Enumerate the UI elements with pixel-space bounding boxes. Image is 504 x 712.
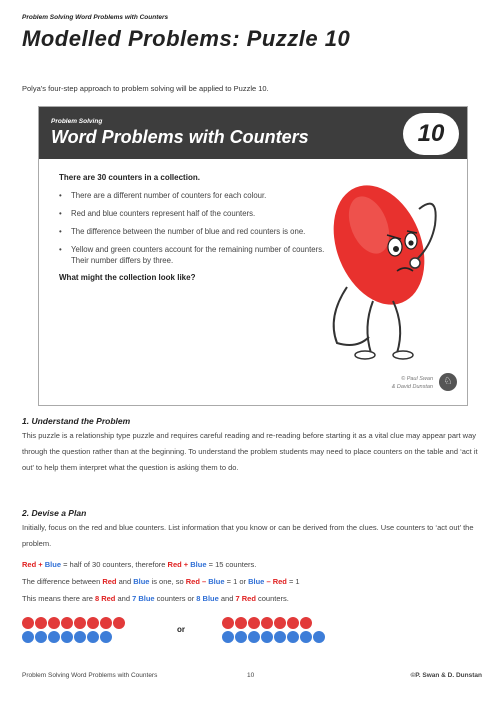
red-counter bbox=[274, 617, 286, 629]
text-fragment: = 15 counters. bbox=[206, 560, 257, 569]
red-counter-character-icon bbox=[307, 167, 457, 363]
minus-sign: – bbox=[264, 577, 273, 586]
blue-word: Blue bbox=[248, 577, 265, 586]
model-a-red-counters bbox=[22, 617, 125, 629]
page-kicker: Problem Solving Word Problems with Counters bbox=[22, 14, 169, 21]
blue-counter bbox=[74, 631, 86, 643]
blue-count: 8 Blue bbox=[196, 594, 219, 603]
blue-counter bbox=[35, 631, 47, 643]
blue-counter bbox=[261, 631, 273, 643]
clue-item: • Red and blue counters represent half of the counters. bbox=[59, 208, 329, 219]
red-word: Red bbox=[22, 560, 37, 569]
thinking-figure-logo-icon: ♘ bbox=[439, 373, 457, 391]
red-word: Red bbox=[272, 577, 287, 586]
equation-line bbox=[22, 594, 289, 603]
footer-page-number: 10 bbox=[247, 672, 255, 679]
clue-item: • The difference between the number of blue and red counters is one. bbox=[59, 226, 329, 237]
page-title: Modelled Problems: Puzzle 10 bbox=[22, 26, 351, 51]
red-counter bbox=[35, 617, 47, 629]
blue-word: Blue bbox=[190, 560, 207, 569]
red-word: Red bbox=[102, 577, 117, 586]
intro-text: Polya’s four-step approach to problem solving will be applied to Puzzle 10. bbox=[22, 84, 269, 93]
red-count: 7 Red bbox=[235, 594, 256, 603]
credit-line: © Paul Swan bbox=[401, 376, 433, 382]
blue-word: Blue bbox=[44, 560, 61, 569]
blue-counter bbox=[287, 631, 299, 643]
or-label: or bbox=[177, 625, 185, 634]
blue-counter bbox=[235, 631, 247, 643]
red-counter bbox=[287, 617, 299, 629]
red-counter bbox=[222, 617, 234, 629]
red-counter bbox=[61, 617, 73, 629]
blue-counter bbox=[274, 631, 286, 643]
blue-counter bbox=[300, 631, 312, 643]
red-counter bbox=[235, 617, 247, 629]
red-counter bbox=[74, 617, 86, 629]
minus-sign: – bbox=[199, 577, 209, 586]
card-body bbox=[59, 173, 329, 282]
model-a-blue-counters bbox=[22, 631, 112, 643]
card-lead: There are 30 counters in a collection. bbox=[59, 173, 200, 182]
card-header bbox=[39, 107, 467, 159]
blue-counter bbox=[22, 631, 34, 643]
blue-counter bbox=[48, 631, 60, 643]
clue-list bbox=[59, 190, 329, 266]
copyright-credit bbox=[392, 375, 433, 391]
red-counter bbox=[300, 617, 312, 629]
blue-counter bbox=[248, 631, 260, 643]
red-word: Red bbox=[167, 560, 182, 569]
blue-word: Blue bbox=[208, 577, 225, 586]
puzzle-number-badge: 10 bbox=[403, 113, 459, 155]
red-counter bbox=[261, 617, 273, 629]
blue-counter bbox=[313, 631, 325, 643]
text-fragment: = 1 or bbox=[224, 577, 249, 586]
plus-sign: + bbox=[181, 560, 191, 569]
clue-item: • Yellow and green counters account for the remaining number of counters. Their number differs by three. bbox=[59, 244, 329, 266]
puzzle-card bbox=[38, 106, 468, 406]
equation-line bbox=[22, 577, 300, 586]
blue-counter bbox=[100, 631, 112, 643]
credit-line: & David Dunstan bbox=[391, 384, 433, 390]
clue-item: • There are a different number of counters for each colour. bbox=[59, 190, 329, 201]
model-b-red-counters bbox=[222, 617, 312, 629]
red-counter bbox=[113, 617, 125, 629]
red-word: Red bbox=[185, 577, 200, 586]
blue-counter bbox=[61, 631, 73, 643]
section-heading: 1. Understand the Problem bbox=[22, 416, 131, 426]
blue-counter bbox=[222, 631, 234, 643]
card-question: What might the collection look like? bbox=[59, 273, 196, 282]
section-heading: 2. Devise a Plan bbox=[22, 508, 87, 518]
paragraph: Initially, focus on the red and blue counters. List information that you know or can be derived from the clues. Use counters to ‘act out’ the problem. bbox=[22, 523, 474, 548]
blue-word: Blue bbox=[133, 577, 150, 586]
blue-count: 7 Blue bbox=[132, 594, 155, 603]
text-fragment: counters. bbox=[255, 594, 289, 603]
text-fragment: is one, so bbox=[149, 577, 186, 586]
plus-sign: + bbox=[36, 560, 45, 569]
text-fragment: counters or bbox=[154, 594, 197, 603]
red-counter bbox=[48, 617, 60, 629]
red-counter bbox=[100, 617, 112, 629]
blue-counter bbox=[87, 631, 99, 643]
text-fragment: = 1 bbox=[286, 577, 300, 586]
red-counter bbox=[248, 617, 260, 629]
paragraph: This puzzle is a relationship type puzzle and requires careful reading and re-reading before starting it as a vital clue may appear part way through the question rather than at the beginning. To understand the problem students may need to place counters on the table and ‘act it out’ to help them interpret what the question is asking them to do. bbox=[22, 431, 478, 472]
text-fragment: and bbox=[218, 594, 236, 603]
card-title: Word Problems with Counters bbox=[51, 127, 309, 147]
text-fragment: and bbox=[116, 577, 134, 586]
equation-line bbox=[22, 560, 256, 569]
text-fragment: The difference between bbox=[22, 577, 103, 586]
text-fragment: This means there are bbox=[22, 594, 95, 603]
text-fragment: and bbox=[115, 594, 133, 603]
card-kicker: Problem Solving bbox=[51, 118, 103, 125]
model-b-blue-counters bbox=[222, 631, 325, 643]
red-count: 8 Red bbox=[94, 594, 116, 603]
text-fragment: = half of 30 counters, therefore bbox=[61, 560, 168, 569]
footer-copyright: ©P. Swan & D. Dunstan bbox=[410, 672, 482, 679]
red-counter bbox=[22, 617, 34, 629]
red-counter bbox=[87, 617, 99, 629]
footer-left: Problem Solving Word Problems with Counters bbox=[22, 672, 158, 679]
